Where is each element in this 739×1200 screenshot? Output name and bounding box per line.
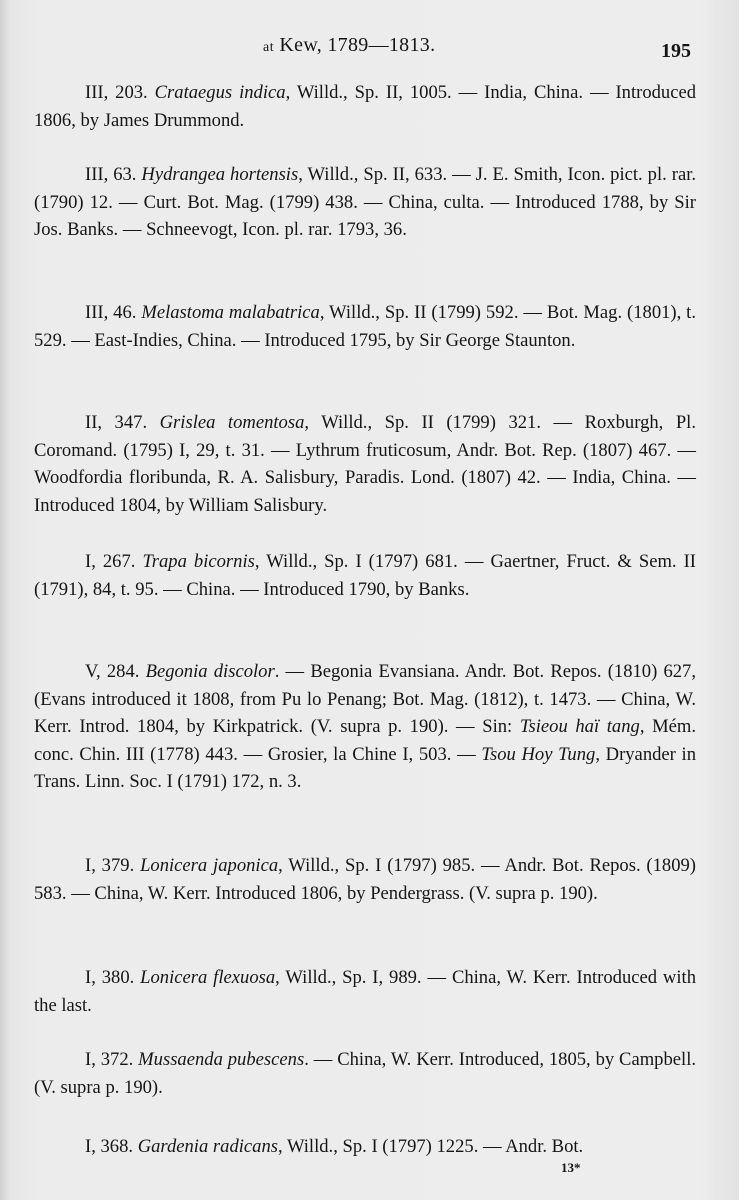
taxon-name: Mussaenda pubescens: [138, 1049, 305, 1070]
page-number: 195: [661, 40, 691, 62]
entry-ref: I, 368.: [85, 1136, 138, 1157]
taxon-name: Lonicera flexuosa: [140, 967, 276, 988]
entry-text: , Willd., Sp. II, 633. — J. E. Smith, Icon. pict. pl. rar. (1790) 12. — Curt. Bot. Mag. (1799) 438. — China, culta. — Introduced 1788, by Sir Jos. Banks. — Schneevogt, Icon. pl. rar. 1793, 36.: [34, 164, 697, 240]
entry-text: , Willd., Sp. I (1797) 1225. — Andr. Bot.: [278, 1136, 584, 1157]
entry-mussaenda-pubescens: [34, 1046, 696, 1101]
taxon-name: Trapa bicornis: [142, 551, 255, 572]
entry-ref: I, 379.: [85, 855, 141, 876]
taxon-name: Lonicera japonica: [140, 855, 279, 876]
entry-text: . — China, W. Kerr. Introduced, 1805, by Campbell. (V. supra p. 190).: [34, 1049, 697, 1098]
title-prefix: at: [263, 40, 275, 55]
entry-ref: III, 46.: [85, 302, 142, 323]
entry-text-continued: , Mém. conc. Chin. III (1778) 443. — Grosier, la Chine I, 503. —: [34, 716, 697, 765]
taxon-name: Melastoma malabatrica: [141, 302, 320, 323]
entry-text-end: , Dryander in Trans. Linn. Soc. I (1791) 172, n. 3.: [34, 743, 696, 792]
entry-lonicera-japonica: [34, 852, 696, 907]
running-title: [263, 34, 435, 57]
taxon-name: Crataegus indica: [154, 82, 286, 103]
entry-hydrangea-hortensis: [34, 161, 696, 244]
entry-ref: V, 284.: [85, 661, 146, 682]
entry-text: . — Begonia Evansiana. Andr. Bot. Repos. (1810) 627, (Evans introduced it 1808, from Pu lo Penang; Bot. Mag. (1812), t. 1473. — China, W. Kerr. Introd. 1804, by Kirkpatrick. (V. supra p. 190). — Sin:: [34, 661, 697, 737]
entry-text: , Willd., Sp. I (1797) 681. — Gaertner, Fruct. & Sem. II (1791), 84, t. 95. — China. — Introduced 1790, by Banks.: [34, 551, 696, 600]
signature-mark: 13*: [561, 1160, 581, 1175]
entry-grislea-tomentosa: [34, 409, 696, 519]
entry-text: , Willd., Sp. II (1799) 592. — Bot. Mag. (1801), t. 529. — East-Indies, China. — Introduced 1795, by Sir George Staunton.: [34, 302, 696, 351]
taxon-name: Hydrangea hortensis: [141, 164, 299, 185]
running-header: [0, 34, 739, 62]
entry-ref: I, 372.: [85, 1049, 139, 1070]
synonym-name: Tsieou haï tang: [519, 716, 640, 737]
entry-ref: I, 267.: [85, 551, 143, 572]
taxon-name: Gardenia radicans: [137, 1136, 278, 1157]
entry-ref: III, 203.: [85, 82, 155, 103]
entry-melastoma-malabatrica: [34, 299, 696, 354]
taxon-name: Grislea tomentosa: [159, 412, 305, 433]
entry-crataegus-indica: [34, 79, 696, 134]
entry-text: , Willd., Sp. I (1797) 985. — Andr. Bot. Repos. (1809) 583. — China, W. Kerr. Introduced 1806, by Pendergrass. (V. supra p. 190).: [34, 855, 697, 904]
entry-lonicera-flexuosa: [34, 964, 696, 1019]
entry-text: , Willd., Sp. I, 989. — China, W. Kerr. Introduced with the last.: [34, 967, 696, 1016]
synonym-name: Tsou Hoy Tung: [481, 743, 596, 765]
taxon-name: Begonia discolor: [145, 661, 275, 682]
entry-gardenia-radicans: [34, 1133, 696, 1161]
entry-begonia-discolor: [34, 658, 696, 796]
entry-ref: I, 380.: [85, 967, 141, 988]
entry-text: , Willd., Sp. II (1799) 321. — Roxburgh, Pl. Coromand. (1795) I, 29, t. 31. — Lythrum fruticosum, Andr. Bot. Rep. (1807) 467. — Woodfordia floribunda, R. A. Salisbury, Paradis. Lond. (1807) 42. — India, China. — Introduced 1804, by William Salisbury.: [34, 412, 696, 516]
entry-ref: III, 63.: [85, 164, 142, 185]
title-main: Kew, 1789—1813.: [274, 34, 436, 56]
entry-trapa-bicornis: [34, 548, 696, 603]
entry-ref: II, 347.: [85, 412, 160, 433]
entry-text: , Willd., Sp. II, 1005. — India, China. — Introduced 1806, by James Drummond.: [34, 82, 697, 131]
